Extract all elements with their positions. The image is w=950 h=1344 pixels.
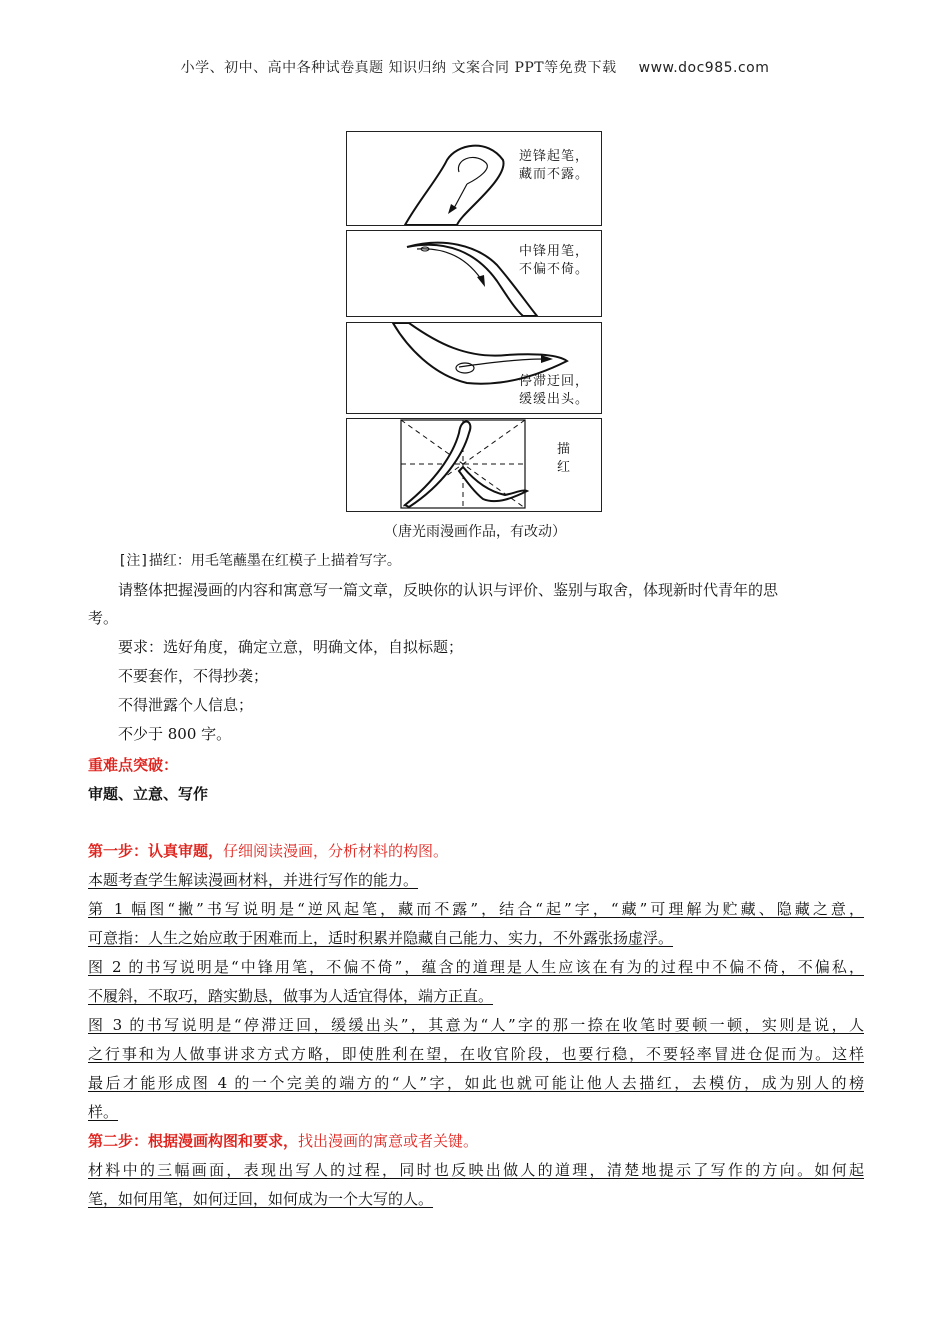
requirement-2: 不要套作，不得抄袭； (118, 667, 269, 685)
panel-1-caption: 逆锋起笔， 藏而不露。 (519, 149, 590, 182)
comic-panel-3 (346, 322, 602, 414)
page-header (0, 57, 950, 77)
analysis-p4-line1: 图 3 的书写说明是“停滞迂回，缓缓出头”，其意为“人”字的那一捺在收笔时要顿一顿，实则是说，人 (88, 1016, 864, 1034)
comic-panel-2 (346, 230, 602, 317)
step-1-title: 第一步：认真审题， (88, 842, 224, 860)
step-2-heading (88, 1130, 864, 1152)
comic-panel-4 (346, 418, 602, 512)
task-text-line2: 考。 (88, 609, 119, 627)
section-subheading: 审题、立意、写作 (88, 785, 209, 803)
analysis-p2-line1: 第 1 幅图“撇”书写说明是“逆风起笔，藏而不露”，结合“起”字，“藏”可理解为贮藏、隐藏之意， (88, 900, 864, 918)
analysis-p5-line1: 材料中的三幅画面，表现出写人的过程，同时也反映出做人的道理，清楚地提示了写作的方向。如何起 (88, 1161, 864, 1179)
analysis-p5-line2: 笔，如何用笔，如何迂回，如何成为一个大写的人。 (88, 1190, 434, 1208)
note-text: [注]描红：用毛笔蘸墨在红模子上描着写字。 (118, 553, 401, 569)
requirement-3: 不得泄露个人信息； (118, 696, 254, 714)
panel-2-caption: 中锋用笔， 不偏不倚。 (519, 244, 590, 277)
panel-4-caption: 描 红 (557, 442, 572, 475)
task-text-line1: 请整体把握漫画的内容和寓意写一篇文章，反映你的认识与评价、鉴别与取舍，体现新时代青年的思 (118, 581, 779, 599)
analysis-p4-line4: 样。 (88, 1103, 119, 1121)
step-2-desc: 找出漫画的寓意或者关键。 (298, 1132, 479, 1150)
header-site[interactable]: www.doc985.com (638, 60, 770, 76)
analysis-p3-line2: 不履斜，不取巧，踏实勤恳，做事为人适宜得体，端方正直。 (88, 987, 494, 1005)
requirement-1: 要求：选好角度，确定立意，明确文体，自拟标题； (118, 638, 464, 656)
step-2-title: 第二步：根据漫画构图和要求， (88, 1132, 299, 1150)
step-1-desc: 仔细阅读漫画，分析材料的构图。 (223, 842, 449, 860)
panel-3-caption: 停滞迂回， 缓缓出头。 (519, 374, 590, 407)
header-text: 小学、初中、高中各种试卷真题 知识归纳 文案合同 PPT等免费下载 (180, 60, 617, 76)
analysis-p3-line1: 图 2 的书写说明是“中锋用笔，不偏不倚”，蕴含的道理是人生应该在有为的过程中不偏不倚，不偏私， (88, 958, 864, 976)
comic-panel-1 (346, 131, 602, 226)
analysis-p4-line2: 之行事和为人做事讲求方式方略，即使胜利在望，在收官阶段，也要行稳，不要轻率冒进仓促而为。这样 (88, 1045, 864, 1063)
section-heading: 重难点突破： (88, 756, 179, 774)
analysis-p4-line3: 最后才能形成图 4 的一个完美的端方的“人”字，如此也就可能让他人去描红，去模仿，成为别人的榜 (88, 1074, 864, 1092)
figure-caption: （唐光雨漫画作品，有改动） (384, 524, 566, 540)
analysis-p2-line2: 可意指：人生之始应敢于困难而上，适时积累并隐藏自己能力、实力，不外露张扬虚浮。 (88, 929, 674, 947)
requirement-4: 不少于 800 字。 (118, 725, 232, 743)
analysis-p1: 本题考查学生解读漫画材料，并进行写作的能力。 (88, 871, 419, 889)
step-1-heading (88, 840, 864, 862)
